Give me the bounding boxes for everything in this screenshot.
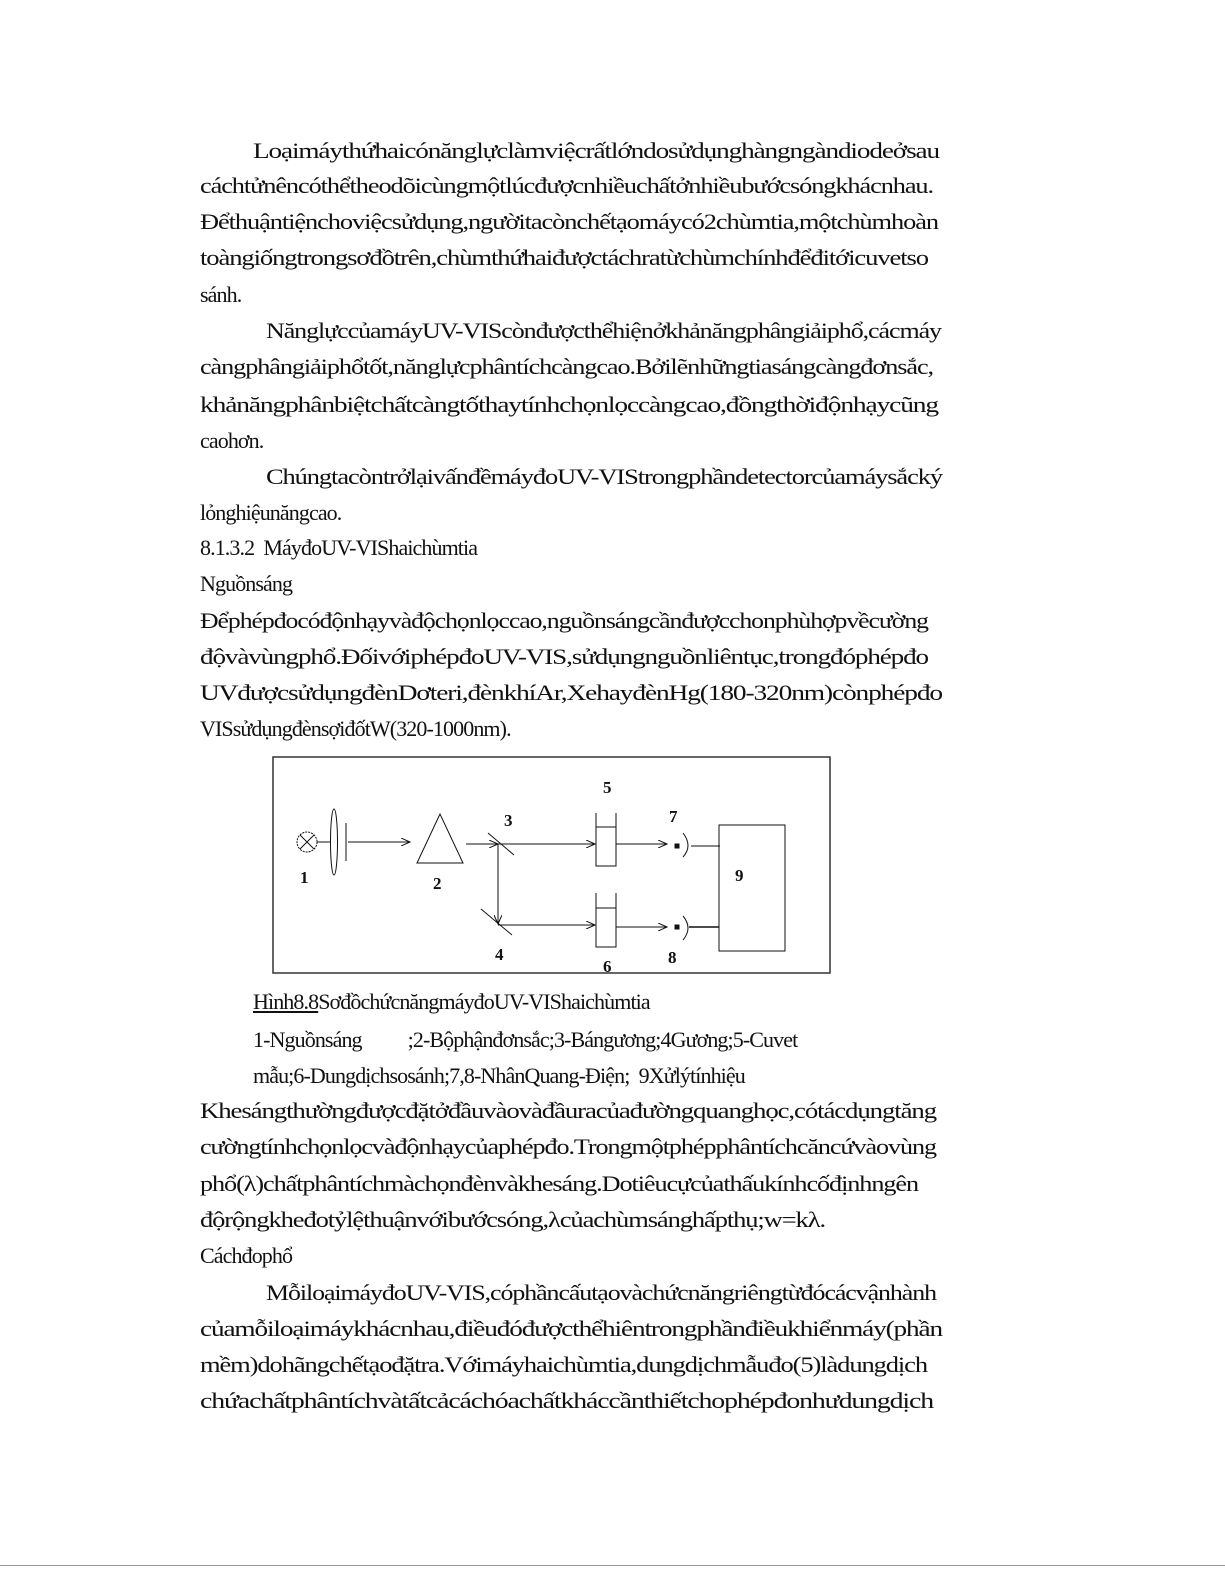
- label-7: 7: [669, 807, 678, 826]
- label-4: 4: [495, 945, 504, 964]
- label-5: 5: [603, 778, 612, 797]
- text-line: cáchtửnêncóthểtheodõicùngmộtlúcđượcnhiềuchấtởnhiềubướcsóngkhácnhau.: [200, 173, 933, 198]
- text-line: khảnăngphânbiệtchấtcàngtốthaytínhchọnlọccàngcao,đồngthờiđộnhạycũng: [200, 392, 938, 417]
- text-line: Nguồnsáng: [200, 571, 293, 596]
- text-line: caohơn.: [200, 428, 264, 453]
- text-line: Đểphépđocóđộnhạyvàđộchọnlọccao,nguồnsángcầnđượcchonphùhợpvềcường: [200, 608, 929, 633]
- text-line: độvàvùngphổ.ĐốivớiphépđoUV-VIS,sửdụngnguồnliêntục,trongđóphépđo: [200, 644, 928, 669]
- text-line: toàngiốngtrongsơđồtrên,chùmthứhaiđượctáchratừchùmchínhđểđitớicuvetso: [200, 245, 929, 270]
- text-line: mềm)dohãngchếtạođặtra.Vớimáyhaichùmtia,dungdịchmẫuđo(5)làdungdịch: [200, 1352, 927, 1377]
- text-line: Đểthuậntiệnchoviệcsửdụng,ngườitacònchếtạomáycó2chùmtia,mộtchùmhoàn: [200, 209, 938, 234]
- figure-legend-line: 1-Nguồnsáng ;2-Bộphậnđơnsắc;3-Bángương;4Gương;5-Cuvet: [253, 1027, 798, 1052]
- label-3: 3: [504, 811, 513, 830]
- lens-icon: [331, 809, 347, 875]
- text-line: UVđượcsửdụngđènDơteri,đènkhíAr,XehayđènHg(180-320nm)cònphépđo: [200, 680, 942, 705]
- text-line: Khesángthườngđượcđặtởđầuvàovàđầuracủađườngquanghọc,cótácdụngtăng: [200, 1098, 936, 1123]
- figure-frame: [273, 757, 830, 973]
- light-source-icon: [297, 832, 330, 852]
- photomultiplier-icon: [675, 916, 719, 940]
- text-line: sánh.: [200, 282, 242, 307]
- figure-title: SơđồchứcnăngmáyđoUV-VIShaichùmtia: [318, 989, 650, 1014]
- page-bottom-rule: [0, 1565, 1225, 1566]
- mirror-icon: [481, 909, 512, 935]
- reference-cuvette-icon: [596, 893, 616, 947]
- label-6: 6: [603, 957, 612, 976]
- photomultiplier-icon: [675, 833, 720, 857]
- figure-number: Hình8.8: [253, 989, 319, 1014]
- text-line: Loạimáythứhaicónănglựclàmviệcrấtlớndosửdụnghàngngàndiodeởsau: [253, 138, 939, 163]
- text-line: lỏnghiệunăngcao.: [200, 500, 342, 525]
- signal-processor-box: [719, 825, 785, 951]
- text-line: độrộngkheđotỷlệthuậnvớibướcsóng,λcủachùmsánghấpthụ;w=kλ.: [200, 1207, 825, 1232]
- text-line: phổ(λ)chấtphântíchmàchọnđènvàkhesáng.Dotiêucựcủathấukínhcốđịnhngên: [200, 1171, 918, 1196]
- text-line: cườngtínhchọnlọcvàđộnhạycủaphépđo.Trongmộtphépphântíchcăncứvàovùng: [200, 1134, 936, 1159]
- figure-caption: [253, 989, 650, 1015]
- text-line: NănglựccủamáyUV-VIScònđượcthểhiệnởkhảnăngphângiảiphổ,cácmáy: [266, 318, 941, 343]
- text-line: VISsửdụngđènsợiđốtW(320-1000nm).: [200, 716, 511, 741]
- sample-cuvette-icon: [596, 813, 616, 866]
- text-line: 8.1.3.2 MáyđoUV-VIShaichùmtia: [200, 535, 478, 560]
- text-line: củamỗiloạimáykhácnhau,điềuđóđượcthểhiêntrongphầnđiềukhiểnmáy(phần: [200, 1316, 942, 1341]
- figure-legend-line: mẫu;6-Dungdịchsosánh;7,8-NhânQuang-Điện; 9Xửlýtínhiệu: [253, 1063, 745, 1088]
- uv-vis-double-beam-diagram: [270, 755, 835, 977]
- label-9: 9: [735, 866, 744, 885]
- text-line: chứachấtphântíchvàtấtcảcáchóachấtkháccầnthiếtchophépđonhưdungdịch: [200, 1388, 933, 1413]
- text-line: MỗiloạimáyđoUV-VIS,cóphầncấutạovàchứcnăngriêngtừđócácvậnhành: [266, 1280, 936, 1305]
- label-1: 1: [300, 868, 309, 887]
- text-line: Cáchđophổ: [200, 1243, 293, 1268]
- text-line: ChúngtacòntrởlạivấnđềmáyđoUV-VIStrongphầndetectorcủamáysắcký: [266, 464, 942, 489]
- prism-icon: [417, 814, 463, 863]
- text-line: càngphângiảiphổtốt,nănglựcphântíchcàngcao.Bởilẽnhữngtiasángcàngđơnsắc,: [200, 354, 933, 379]
- label-8: 8: [668, 948, 677, 967]
- label-2: 2: [433, 874, 442, 893]
